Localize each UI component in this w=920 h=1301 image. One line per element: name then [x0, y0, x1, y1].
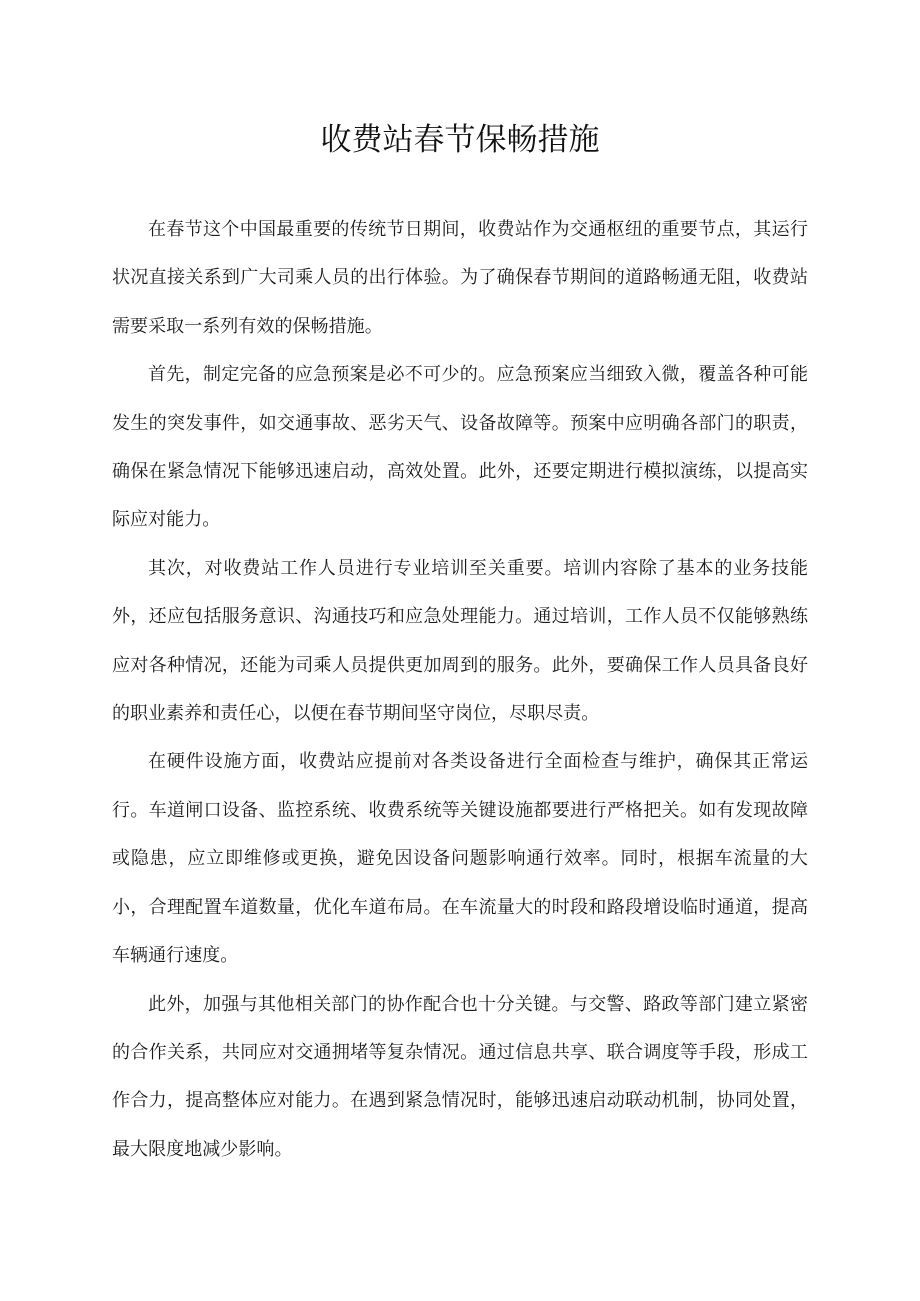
paragraph-staff-training: 其次，对收费站工作人员进行专业培训至关重要。培训内容除了基本的业务技能外，还应包括服务意识、沟通技巧和应急处理能力。通过培训，工作人员不仅能够熟练应对各种情况，还能为司乘人员提供更加周到的服务。此外，要确保工作人员具备良好的职业素养和责任心，以便在春节期间坚守岗位，尽职尽责。 — [112, 557, 808, 725]
paragraph-hardware: 在硬件设施方面，收费站应提前对各类设备进行全面检查与维护，确保其正常运行。车道闸口设备、监控系统、收费系统等关键设施都要进行严格把关。如有发现故障或隐患，应立即维修或更换，避免因设备问题影响通行效率。同时，根据车流量的大小，合理配置车道数量，优化车道布局。在车流量大的时段和路段增设临时通道，提高车辆通行速度。 — [112, 751, 808, 967]
document-body — [112, 206, 808, 1174]
paragraph-cooperation: 此外，加强与其他相关部门的协作配合也十分关键。与交警、路政等部门建立紧密的合作关系，共同应对交通拥堵等复杂情况。通过信息共享、联合调度等手段，形成工作合力，提高整体应对能力。在遇到紧急情况时，能够迅速启动联动机制，协同处置，最大限度地减少影响。 — [112, 993, 808, 1160]
paragraph-emergency-plan: 首先，制定完备的应急预案是必不可少的。应急预案应当细致入微，覆盖各种可能发生的突发事件，如交通事故、恶劣天气、设备故障等。预案中应明确各部门的职责，确保在紧急情况下能够迅速启动，高效处置。此外，还要定期进行模拟演练，以提高实际应对能力。 — [112, 364, 808, 531]
paragraph-intro: 在春节这个中国最重要的传统节日期间，收费站作为交通枢纽的重要节点，其运行状况直接关系到广大司乘人员的出行体验。为了确保春节期间的道路畅通无阻，收费站需要采取一系列有效的保畅措施。 — [112, 219, 808, 337]
document-title: 收费站春节保畅措施 — [320, 122, 600, 158]
